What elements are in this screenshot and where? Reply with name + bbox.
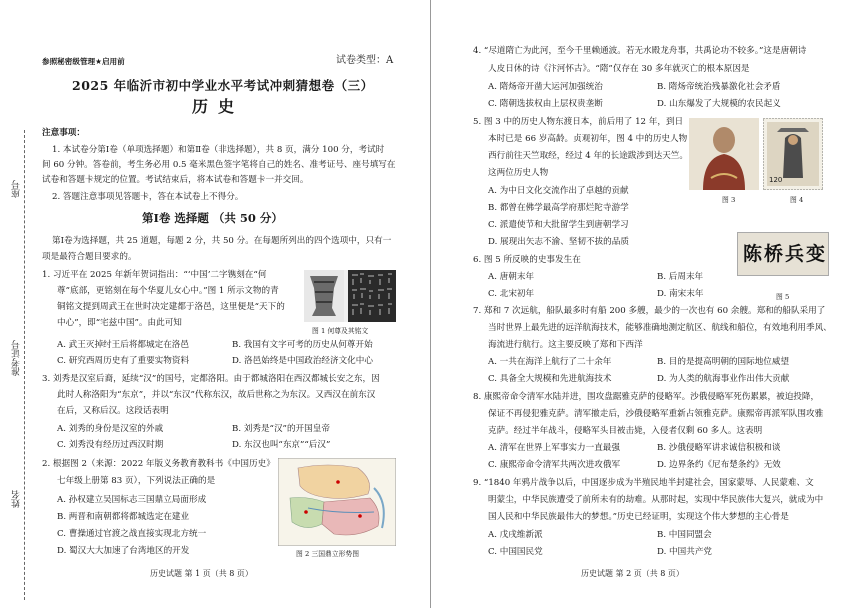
notes-line: 1. 本试卷分第Ⅰ卷（单项选择题）和第Ⅱ卷（非选择题），共 8 页，满分 100 分，考试时 [52,145,385,155]
question-7-text: 7. 郑和 7 次远航，船队最多时有船 200 多艘，最少的一次也有 60 余艘。郑和的船队采用了 [473,306,826,316]
option-a[interactable]: A. 清军在世界上军事实力一直最强 [488,443,620,453]
option-c[interactable]: C. 研究西周历史有了重要实物资料 [57,356,190,366]
bronze-vessel-icon [304,270,344,322]
option-a[interactable]: A. 为中日文化交流作出了卓越的贡献 [488,186,629,196]
option-a[interactable]: A. 武王灭掉纣王后将都城定在洛邑 [57,340,189,350]
figure-1-caption: 图 1 何尊及其铭文 [312,327,369,335]
section-intro: 项是最符合题目要求的。 [42,252,137,262]
option-b[interactable]: B. 目的是提高明朝的国际地位威望 [657,357,790,367]
question-9-text: 国人民和中华民族最伟大的梦想。”历史已经证明，实现这个伟大梦想的主心骨是 [488,512,789,522]
question-7-text: 当时世界上最先进的远洋航海技术，能够准确地测定航区、航线和船位，有效地利用季风、 [488,323,832,333]
question-4-text: 人皮日休的诗《汴河怀古》。“隋”仅存在 30 多年就灭亡的根本原因是 [488,64,750,74]
option-b[interactable]: B. 后周末年 [657,272,704,282]
question-9-text: 明蒙尘，中华民族遭受了前所未有的劫难。从那时起，实现中华民族伟大复兴，就成为中 [488,495,824,505]
exam-title: 2025 年临沂市初中学业水平考试冲刺猜想卷（三） [72,78,374,93]
option-c[interactable]: C. 隋朝选拔权由上层权贵垄断 [488,99,603,109]
question-3-text: 在后，又称后汉。这段话表明 [57,406,169,416]
option-b[interactable]: B. 沙俄侵略军讲求诚信积极和谈 [657,443,781,453]
stamp-value: 120 [769,176,783,184]
question-5-text: 西行前往天竺取经，经过 4 年的长途跋涉到达天竺。 [488,151,688,161]
question-1-text: 1. 习近平在 2025 年新年贺词指出：“‘中国’二字镌刻在“何 [42,270,267,280]
option-c[interactable]: C. 曹操通过官渡之战直接实现北方统一 [57,529,207,539]
notes-line: 试卷和答题卡规定的位置。考试结束后，将本试卷和答题卡一并交回。 [42,175,309,185]
option-a[interactable]: A. 一共在海洋上航行了二十余年 [488,357,612,367]
question-8-text: 8. 康熙帝命令清军水陆并进，围攻盘踞雅克萨的侵略军。沙俄侵略军死伤累累，被迫投降， [473,392,820,402]
figure-4-caption: 图 4 [790,196,804,204]
page-2-footer: 历史试题 第 2 页（共 8 页） [581,569,684,578]
name-label: 姓名 [12,490,22,508]
option-c[interactable]: C. 康熙帝命令清军共两次进攻俄军 [488,460,621,470]
map-icon [278,458,396,546]
question-5-text: 这两位历史人物 [488,168,549,178]
option-d[interactable]: D. 边界条约《尼布楚条约》无效 [657,460,781,470]
question-2-text: 2. 根据图 2（来源：2022 年版义务教育教科书《中国历史》 [42,459,275,469]
option-a[interactable]: A. 隋炀帝开凿大运河加强统治 [488,82,603,92]
option-a[interactable]: A. 刘秀的身份是汉室的外戚 [57,424,164,434]
option-c[interactable]: C. 中国国民党 [488,547,543,557]
page-1-footer: 历史试题 第 1 页（共 8 页） [150,569,253,578]
option-b[interactable]: B. 隋炀帝统治残暴激化社会矛盾 [657,82,781,92]
notes-title: 注意事项： [42,128,85,138]
figure-5-calligraphy [737,232,829,276]
section-title: 第Ⅰ卷 选择题 （共 50 分） [142,211,283,225]
notes-line: 间 60 分钟。答卷前，考生务必用 0.5 毫米黑色签字笔将自己的姓名、准考证号、座号填写在 [42,160,396,170]
option-d[interactable]: D. 蜀汉大大加速了台湾地区的开发 [57,546,190,556]
option-a[interactable]: A. 唐朝末年 [488,272,535,282]
exam-page-1 [0,0,430,608]
question-6-text: 6. 图 5 所反映的史事发生在 [473,255,581,265]
question-1-text: 中心”，即“宅兹中国”。由此可知 [57,318,182,328]
question-9-text: 9. “1840 年鸦片战争以后，中国逐步成为半殖民地半封建社会，国家蒙辱、人民蒙难、文 [473,478,814,488]
notes-line: 2. 答题注意事项见答题卡，答在本试卷上不得分。 [52,192,244,202]
option-b[interactable]: B. 都曾在佛学最高学府那烂陀寺游学 [488,203,629,213]
option-c[interactable]: C. 派遣使节和大批留学生到唐朝学习 [488,220,629,230]
option-a[interactable]: A. 戊戌维新派 [488,530,543,540]
figure-4-xuanzang-stamp [763,118,823,190]
option-d[interactable]: D. 南宋末年 [657,289,704,299]
option-d[interactable]: D. 东汉也叫“东京”“后汉” [232,440,331,450]
figure-3-jianzhen-statue [689,118,759,190]
binding-dashed-line [24,130,25,600]
calligraphy-text: 陈桥兵变 [743,243,828,265]
option-d[interactable]: D. 中国共产党 [657,547,713,557]
exam-page-2 [431,0,861,608]
option-d[interactable]: D. 洛邑始终是中国政治经济文化中心 [232,356,373,366]
option-d[interactable]: D. 展现出矢志不渝、坚韧不拔的品质 [488,237,629,247]
option-c[interactable]: C. 刘秀没有经历过西汉时期 [57,440,164,450]
figure-5-caption: 图 5 [776,293,790,301]
subject-title: 历史 [192,97,245,116]
option-d[interactable]: D. 为人类的航海事业作出伟大贡献 [657,374,790,384]
question-3-text: 3. 刘秀是汉室后裔，延续“汉”的国号，定都洛阳。由于都城洛阳在西汉都城长安之东，因 [42,374,380,384]
question-7-text: 海流进行航行。这主要反映了郑和下西洋 [488,340,643,350]
question-5-text: 本时已是 66 岁高龄。贞观初年，图 4 中的历史人物 [488,134,688,144]
confidentiality-header: 参照秘密级管理★启用前 [42,57,125,66]
figure-1-bronze-vessel [304,270,396,322]
section-intro: 第Ⅰ卷为选择题，共 25 道题，每题 2 分，共 50 分。在每题所列出的四个选项中，只有一 [52,236,392,246]
question-1-text: 尊”底部，更铭刻在每个华夏儿女心中。”图 1 所示文物的青 [57,286,279,296]
figure-3-caption: 图 3 [722,196,736,204]
option-b[interactable]: B. 刘秀是“汉”的开国皇帝 [232,424,330,434]
question-2-text: 七年级上册第 83 页），下列说法正确的是 [57,476,216,486]
seat-number-label: 座号 [12,180,22,198]
question-1-text: 铜铭文提到周武王在世时决定建都于洛邑，这里便是“天下的 [57,302,285,312]
figure-2-caption: 图 2 三国鼎立形势图 [296,550,360,558]
question-8-text: 保证不再侵犯雅克萨。清军撤走后，沙俄侵略军重新占领雅克萨。康熙帝再派军队围攻雅 [488,409,824,419]
monk-statue-icon [689,118,759,190]
figure-2-three-kingdoms-map [278,458,396,546]
option-c[interactable]: C. 具备全大规模和先进航海技术 [488,374,612,384]
option-d[interactable]: D. 山东爆发了大规模的农民起义 [657,99,781,109]
question-3-text: 此时人称洛阳为“东京”，并以“东汉”代称东汉，故后世称之为东汉。又西汉在前东汉 [57,390,376,400]
exam-id-label: 准考证号 [12,340,22,376]
paper-type-header: 试卷类型：A [336,55,394,66]
option-a[interactable]: A. 孙权建立吴国标志三国鼎立局面形成 [57,495,207,505]
question-4-text: 4. “尽道隋亡为此河，至今千里赖通波。若无水殿龙舟事，共禹论功不较多。”这是唐朝诗 [473,46,807,56]
option-b[interactable]: B. 中国同盟会 [657,530,712,540]
question-8-text: 克萨。经过半年战斗，侵略军头目被击毙，入侵者仅剩 60 多人。这表明 [488,426,763,436]
option-b[interactable]: B. 我国有文字可考的历史从何尊开始 [232,340,373,350]
question-5-text: 5. 图 3 中的历史人物东渡日本，前后用了 12 年，到日 [473,117,684,127]
option-c[interactable]: C. 北宋初年 [488,289,535,299]
inscription-icon [348,270,396,322]
option-b[interactable]: B. 两晋和南朝都将都城选定在建业 [57,512,190,522]
